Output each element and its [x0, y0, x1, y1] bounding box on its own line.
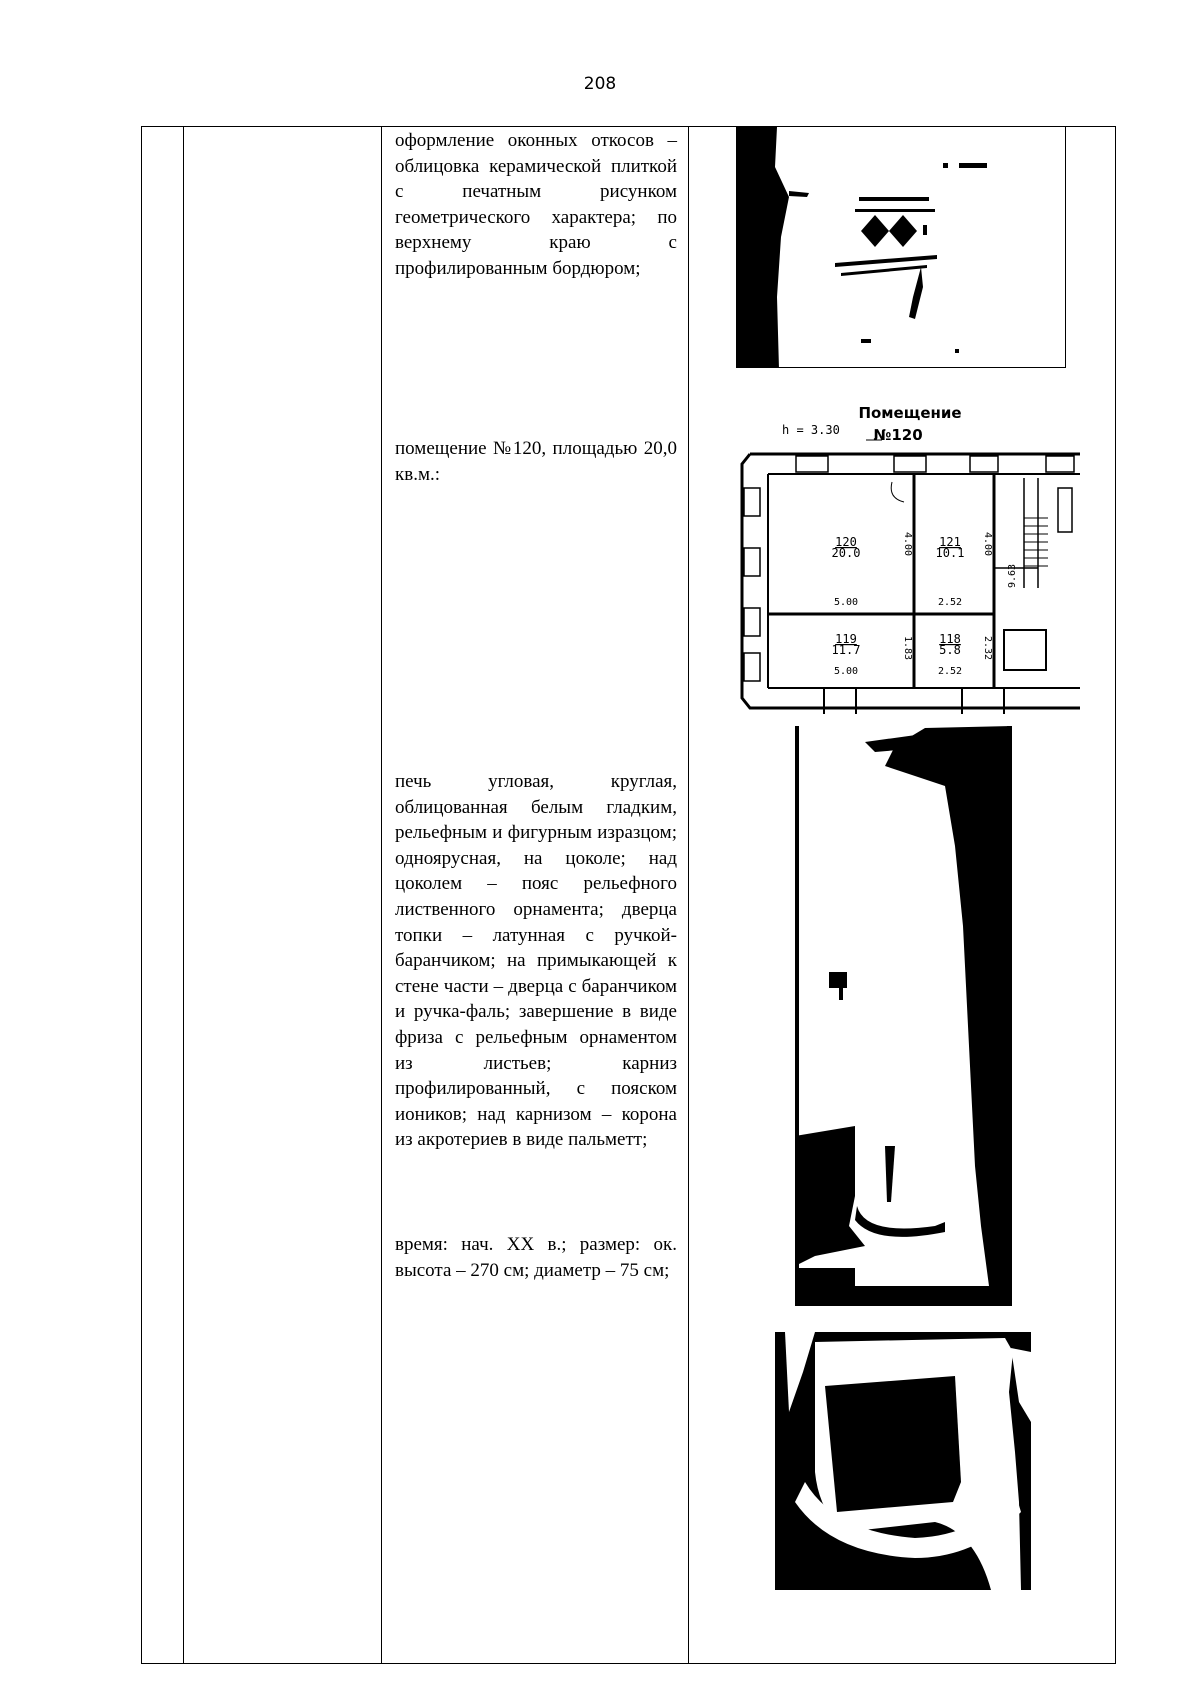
page-number: 208 [583, 74, 617, 94]
room-area: 5.8 [939, 643, 961, 657]
dimension-label: 5.00 [833, 666, 859, 677]
ceiling-height: h = 3.30 [782, 423, 840, 437]
plan-room-label: №120 [873, 426, 923, 444]
plan-title: Помещение [858, 404, 962, 422]
window-tile-photo [736, 126, 1066, 368]
room-number: 118 [939, 632, 961, 646]
row-description: оформление оконных откосов – облицовка керамической плиткой с печатным рисунком геометрического характера; по верхнему краю с профилированным бордюром; [395, 130, 677, 279]
row-description: печь угловая, круглая, облицованная белым гладким, рельефным и фигурным изразцом; одноярусная, на цоколе; над цоколем – пояс рельефного лиственного орнамента; дверца топки – латунная с ручкой- баранчиком; на примыкающей к стене части – дверца с баранчиком и ручка-фаль; завершение в виде фриза с рельефным орнаментом из листьев; карниз профилированный, с пояском иоников; над карнизом – корона из акротериев в виде пальметт; [395, 771, 677, 1151]
room-number: 120 [835, 535, 857, 549]
room-number: 121 [939, 535, 961, 549]
column-divider [381, 127, 382, 1663]
dimension-label: 5.00 [833, 597, 859, 608]
room-number: 119 [835, 632, 857, 646]
floor-plan [738, 398, 1080, 728]
room-area: 20.0 [831, 546, 861, 560]
stove-door-photo [775, 1332, 1031, 1590]
dimension-label: 9.63 [1007, 563, 1018, 589]
column-divider [688, 127, 689, 1663]
room-area: 10.1 [935, 546, 965, 560]
dimension-label: 2.52 [937, 597, 963, 608]
dimension-label: 1.83 [902, 635, 913, 661]
dimension-label: 2.52 [937, 666, 963, 677]
row-description: помещение №120, площадью 20,0 кв.м.: [395, 438, 677, 485]
dimension-label: 2.32 [982, 635, 993, 661]
column-divider [183, 127, 184, 1663]
room-area: 11.7 [831, 643, 861, 657]
dimension-label: 4.00 [902, 531, 913, 557]
stove-photo [795, 726, 1012, 1306]
row-description: время: нач. XX в.; размер: ок. высота – 270 см; диаметр – 75 см; [395, 1234, 677, 1281]
dimension-label: 4.00 [982, 531, 993, 557]
